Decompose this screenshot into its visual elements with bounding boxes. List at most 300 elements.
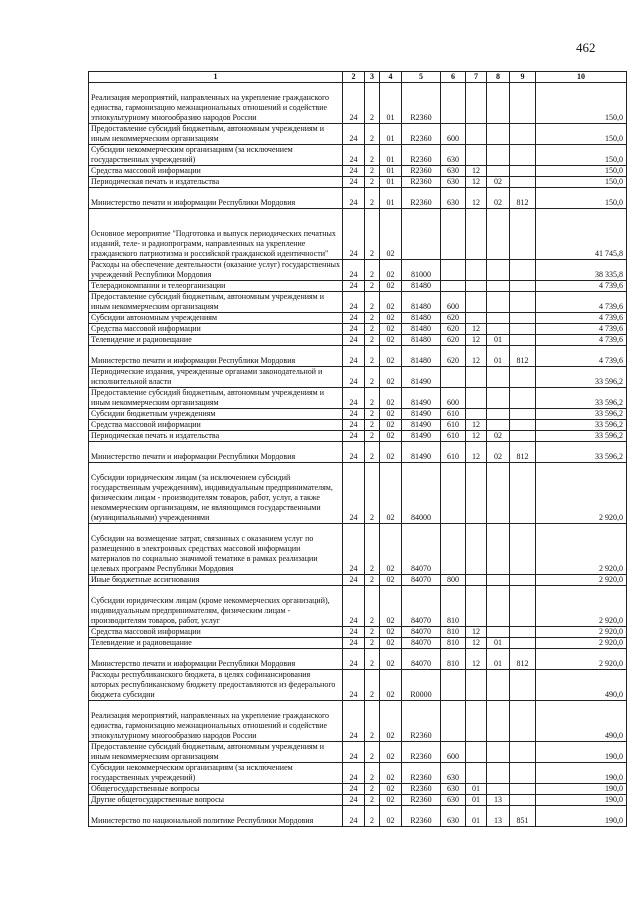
csr-code-cell: 84070 [402,575,441,586]
amount-cell: 2 920,0 [536,627,627,638]
csr-code-cell: 84070 [402,638,441,649]
name-cell: Предоставление субсидий бюджетным, автономным учреждениям и иным некоммерческим организациям [89,124,343,145]
table-header [89,72,627,83]
csr-code-cell: R2360 [402,806,441,827]
glava-cell: 24 [343,281,365,292]
vr-code-cell [441,281,466,292]
grbs-cell [510,463,536,524]
razdel-cell: 2 [365,177,380,188]
header-cell: 1 [89,72,343,83]
razdel-cell: 2 [365,586,380,627]
vr-code-cell: 630 [441,763,466,784]
rz-cell [466,260,487,281]
glava-cell: 24 [343,124,365,145]
amount-cell: 490,0 [536,701,627,742]
rz-cell [466,313,487,324]
table-row [89,324,627,335]
rz-cell: 12 [466,442,487,463]
glava-cell: 24 [343,586,365,627]
vr-code-cell: 610 [441,431,466,442]
amount-cell: 2 920,0 [536,586,627,627]
table-row [89,313,627,324]
podrazdel-cell: 02 [380,649,402,670]
pr-cell: 01 [487,638,510,649]
table-row [89,701,627,742]
csr-code-cell: R2360 [402,124,441,145]
vr-code-cell: 630 [441,145,466,166]
name-cell: Предоставление субсидий бюджетным, автономным учреждениям и иным некоммерческим организациям [89,742,343,763]
glava-cell: 24 [343,335,365,346]
pr-cell [487,409,510,420]
glava-cell: 24 [343,763,365,784]
grbs-cell: 812 [510,188,536,209]
glava-cell: 24 [343,346,365,367]
podrazdel-cell: 02 [380,795,402,806]
vr-code-cell: 620 [441,335,466,346]
rz-cell: 12 [466,177,487,188]
rz-cell [466,124,487,145]
glava-cell: 24 [343,324,365,335]
grbs-cell [510,209,536,260]
podrazdel-cell: 02 [380,742,402,763]
razdel-cell: 2 [365,124,380,145]
podrazdel-cell: 02 [380,367,402,388]
razdel-cell: 2 [365,784,380,795]
glava-cell: 24 [343,742,365,763]
csr-code-cell: 81490 [402,431,441,442]
name-cell: Субсидии на возмещение затрат, связанных с оказанием услуг по размещению в электронных средствах массовой информации материалов по социально значимой тематике в рамках реализации целевых программ Республики Мордовия [89,524,343,575]
pr-cell [487,292,510,313]
razdel-cell: 2 [365,431,380,442]
name-cell: Средства массовой информации [89,166,343,177]
vr-code-cell: 810 [441,649,466,670]
pr-cell [487,388,510,409]
podrazdel-cell: 02 [380,388,402,409]
glava-cell: 24 [343,420,365,431]
grbs-cell [510,524,536,575]
rz-cell: 12 [466,420,487,431]
rz-cell [466,763,487,784]
podrazdel-cell: 02 [380,420,402,431]
header-cell: 8 [487,72,510,83]
pr-cell [487,627,510,638]
podrazdel-cell: 02 [380,335,402,346]
header-cell: 9 [510,72,536,83]
glava-cell: 24 [343,431,365,442]
amount-cell: 150,0 [536,166,627,177]
grbs-cell [510,431,536,442]
table-row [89,409,627,420]
glava-cell: 24 [343,627,365,638]
pr-cell [487,209,510,260]
vr-code-cell: 810 [441,638,466,649]
grbs-cell [510,638,536,649]
table-row [89,166,627,177]
name-cell: Периодическая печать и издательства [89,177,343,188]
amount-cell: 33 596,2 [536,431,627,442]
pr-cell [487,586,510,627]
grbs-cell [510,388,536,409]
amount-cell: 33 596,2 [536,420,627,431]
name-cell: Субсидии юридическим лицам (кроме некоммерческих организаций), индивидуальным предпринимателям, физическим лицам - производителям товаров, работ, услуг [89,586,343,627]
csr-code-cell: R2360 [402,784,441,795]
grbs-cell [510,670,536,701]
rz-cell: 12 [466,627,487,638]
name-cell: Периодическая печать и издательства [89,431,343,442]
vr-code-cell [441,83,466,124]
vr-code-cell [441,209,466,260]
glava-cell: 24 [343,649,365,670]
name-cell: Реализация мероприятий, направленных на укрепление гражданского единства, гармонизацию межнациональных отношений и содействие этнокультурному многообразию народов России [89,701,343,742]
pr-cell: 02 [487,188,510,209]
razdel-cell: 2 [365,795,380,806]
table-row [89,586,627,627]
razdel-cell: 2 [365,313,380,324]
name-cell: Предоставление субсидий бюджетным, автономным учреждениям и иным некоммерческим организациям [89,388,343,409]
table-row [89,742,627,763]
amount-cell: 4 739,6 [536,346,627,367]
table-row [89,388,627,409]
pr-cell: 13 [487,795,510,806]
pr-cell [487,367,510,388]
amount-cell: 33 596,2 [536,367,627,388]
csr-code-cell: 81490 [402,420,441,431]
pr-cell [487,145,510,166]
glava-cell: 24 [343,367,365,388]
pr-cell [487,784,510,795]
podrazdel-cell: 02 [380,763,402,784]
razdel-cell: 2 [365,420,380,431]
grbs-cell [510,83,536,124]
table-row [89,575,627,586]
glava-cell: 24 [343,209,365,260]
csr-code-cell: 84000 [402,463,441,524]
grbs-cell [510,145,536,166]
glava-cell: 24 [343,177,365,188]
grbs-cell [510,795,536,806]
table-row [89,670,627,701]
table-row [89,431,627,442]
vr-code-cell: 630 [441,166,466,177]
csr-code-cell: R2360 [402,177,441,188]
name-cell: Министерство печати и информации Республики Мордовия [89,188,343,209]
razdel-cell: 2 [365,742,380,763]
amount-cell: 4 739,6 [536,292,627,313]
name-cell: Министерство печати и информации Республики Мордовия [89,649,343,670]
pr-cell: 02 [487,442,510,463]
pr-cell [487,83,510,124]
amount-cell: 150,0 [536,188,627,209]
vr-code-cell: 620 [441,313,466,324]
glava-cell: 24 [343,463,365,524]
header-cell: 2 [343,72,365,83]
name-cell: Телевидение и радиовещание [89,638,343,649]
glava-cell: 24 [343,575,365,586]
podrazdel-cell: 02 [380,586,402,627]
table-row [89,145,627,166]
name-cell: Субсидии автономным учреждениям [89,313,343,324]
header-cell: 4 [380,72,402,83]
header-cell: 10 [536,72,627,83]
rz-cell [466,292,487,313]
name-cell: Министерство печати и информации Республики Мордовия [89,346,343,367]
glava-cell: 24 [343,442,365,463]
table-row [89,795,627,806]
podrazdel-cell: 02 [380,670,402,701]
amount-cell: 2 920,0 [536,463,627,524]
csr-code-cell [402,209,441,260]
amount-cell: 150,0 [536,145,627,166]
glava-cell: 24 [343,784,365,795]
vr-code-cell [441,260,466,281]
razdel-cell: 2 [365,166,380,177]
name-cell: Субсидии некоммерческим организациям (за исключением государственных учреждений) [89,763,343,784]
table-row [89,209,627,260]
glava-cell: 24 [343,670,365,701]
glava-cell: 24 [343,638,365,649]
razdel-cell: 2 [365,346,380,367]
amount-cell: 33 596,2 [536,442,627,463]
glava-cell: 24 [343,806,365,827]
glava-cell: 24 [343,145,365,166]
vr-code-cell: 630 [441,177,466,188]
vr-code-cell: 600 [441,388,466,409]
rz-cell [466,575,487,586]
csr-code-cell: 84070 [402,627,441,638]
rz-cell [466,586,487,627]
pr-cell: 13 [487,806,510,827]
razdel-cell: 2 [365,627,380,638]
csr-code-cell: 81480 [402,335,441,346]
razdel-cell: 2 [365,292,380,313]
grbs-cell [510,701,536,742]
pr-cell [487,575,510,586]
header-cell: 3 [365,72,380,83]
podrazdel-cell: 01 [380,188,402,209]
table-row [89,806,627,827]
csr-code-cell: 81000 [402,260,441,281]
rz-cell: 12 [466,335,487,346]
pr-cell: 01 [487,346,510,367]
glava-cell: 24 [343,409,365,420]
razdel-cell: 2 [365,209,380,260]
header-cell: 6 [441,72,466,83]
grbs-cell: 812 [510,442,536,463]
podrazdel-cell: 02 [380,463,402,524]
amount-cell: 2 920,0 [536,524,627,575]
vr-code-cell: 600 [441,292,466,313]
csr-code-cell: R2360 [402,763,441,784]
grbs-cell [510,313,536,324]
rz-cell: 12 [466,431,487,442]
amount-cell: 190,0 [536,742,627,763]
razdel-cell: 2 [365,575,380,586]
vr-code-cell: 630 [441,795,466,806]
rz-cell: 01 [466,795,487,806]
vr-code-cell: 810 [441,627,466,638]
pr-cell [487,260,510,281]
name-cell: Общегосударственные вопросы [89,784,343,795]
csr-code-cell: R2360 [402,166,441,177]
razdel-cell: 2 [365,388,380,409]
csr-code-cell: R2360 [402,188,441,209]
table-row [89,649,627,670]
rz-cell [466,701,487,742]
rz-cell [466,145,487,166]
table-row [89,335,627,346]
glava-cell: 24 [343,701,365,742]
csr-code-cell: 81490 [402,442,441,463]
rz-cell: 12 [466,324,487,335]
table-row [89,784,627,795]
csr-code-cell: 81490 [402,388,441,409]
amount-cell: 190,0 [536,795,627,806]
pr-cell: 02 [487,177,510,188]
vr-code-cell: 610 [441,409,466,420]
podrazdel-cell: 02 [380,806,402,827]
razdel-cell: 2 [365,670,380,701]
csr-code-cell: 81480 [402,313,441,324]
amount-cell: 190,0 [536,806,627,827]
vr-code-cell: 810 [441,586,466,627]
razdel-cell: 2 [365,701,380,742]
pr-cell [487,166,510,177]
grbs-cell [510,586,536,627]
podrazdel-cell: 01 [380,124,402,145]
amount-cell: 190,0 [536,763,627,784]
pr-cell: 02 [487,431,510,442]
rz-cell [466,742,487,763]
razdel-cell: 2 [365,188,380,209]
vr-code-cell [441,524,466,575]
amount-cell: 4 739,6 [536,324,627,335]
amount-cell: 150,0 [536,177,627,188]
razdel-cell: 2 [365,83,380,124]
budget-table [88,71,627,827]
podrazdel-cell: 02 [380,324,402,335]
razdel-cell: 2 [365,409,380,420]
razdel-cell: 2 [365,463,380,524]
name-cell: Субсидии некоммерческим организациям (за исключением государственных учреждений) [89,145,343,166]
amount-cell: 2 920,0 [536,638,627,649]
name-cell: Субсидии бюджетным учреждениям [89,409,343,420]
header-cell: 7 [466,72,487,83]
podrazdel-cell: 02 [380,313,402,324]
podrazdel-cell: 01 [380,166,402,177]
grbs-cell [510,420,536,431]
podrazdel-cell: 02 [380,292,402,313]
podrazdel-cell: 02 [380,442,402,463]
amount-cell: 4 739,6 [536,335,627,346]
csr-code-cell: 81480 [402,324,441,335]
name-cell: Средства массовой информации [89,324,343,335]
razdel-cell: 2 [365,524,380,575]
pr-cell: 01 [487,335,510,346]
podrazdel-cell: 01 [380,145,402,166]
amount-cell: 4 739,6 [536,313,627,324]
grbs-cell [510,281,536,292]
amount-cell: 150,0 [536,124,627,145]
rz-cell [466,281,487,292]
rz-cell [466,367,487,388]
amount-cell: 2 920,0 [536,575,627,586]
csr-code-cell: 81480 [402,346,441,367]
vr-code-cell: 610 [441,442,466,463]
razdel-cell: 2 [365,442,380,463]
podrazdel-cell: 02 [380,524,402,575]
razdel-cell: 2 [365,763,380,784]
razdel-cell: 2 [365,281,380,292]
grbs-cell [510,166,536,177]
grbs-cell [510,335,536,346]
grbs-cell [510,324,536,335]
vr-code-cell: 620 [441,346,466,367]
table-row [89,260,627,281]
vr-code-cell [441,701,466,742]
podrazdel-cell: 02 [380,784,402,795]
pr-cell [487,281,510,292]
rz-cell [466,409,487,420]
name-cell: Расходы республиканского бюджета, в целях софинансирования которых республиканскому бюджету предоставляются из федерального бюджета субсидии [89,670,343,701]
rz-cell: 12 [466,638,487,649]
glava-cell: 24 [343,313,365,324]
csr-code-cell: R2360 [402,145,441,166]
table-row [89,292,627,313]
pr-cell [487,463,510,524]
vr-code-cell: 610 [441,420,466,431]
table-row [89,367,627,388]
razdel-cell: 2 [365,367,380,388]
podrazdel-cell: 02 [380,346,402,367]
vr-code-cell: 630 [441,784,466,795]
grbs-cell [510,292,536,313]
podrazdel-cell: 01 [380,83,402,124]
table-row [89,83,627,124]
csr-code-cell: 81490 [402,409,441,420]
table-row [89,177,627,188]
name-cell: Телерадиокомпании и телеорганизации [89,281,343,292]
csr-code-cell: 84070 [402,524,441,575]
table-row [89,442,627,463]
glava-cell: 24 [343,260,365,281]
name-cell: Средства массовой информации [89,627,343,638]
pr-cell [487,670,510,701]
glava-cell: 24 [343,795,365,806]
rz-cell: 12 [466,649,487,670]
grbs-cell [510,763,536,784]
table-row [89,463,627,524]
rz-cell: 12 [466,346,487,367]
podrazdel-cell: 02 [380,260,402,281]
csr-code-cell: R2360 [402,742,441,763]
razdel-cell: 2 [365,324,380,335]
amount-cell: 490,0 [536,670,627,701]
razdel-cell: 2 [365,145,380,166]
page-number: 462 [576,40,596,55]
rz-cell [466,670,487,701]
csr-code-cell: 81480 [402,281,441,292]
pr-cell [487,313,510,324]
csr-code-cell: 84070 [402,649,441,670]
name-cell: Министерство печати и информации Республики Мордовия [89,442,343,463]
grbs-cell [510,409,536,420]
table-row [89,281,627,292]
pr-cell: 01 [487,649,510,670]
grbs-cell [510,784,536,795]
podrazdel-cell: 02 [380,409,402,420]
podrazdel-cell: 02 [380,209,402,260]
grbs-cell: 851 [510,806,536,827]
